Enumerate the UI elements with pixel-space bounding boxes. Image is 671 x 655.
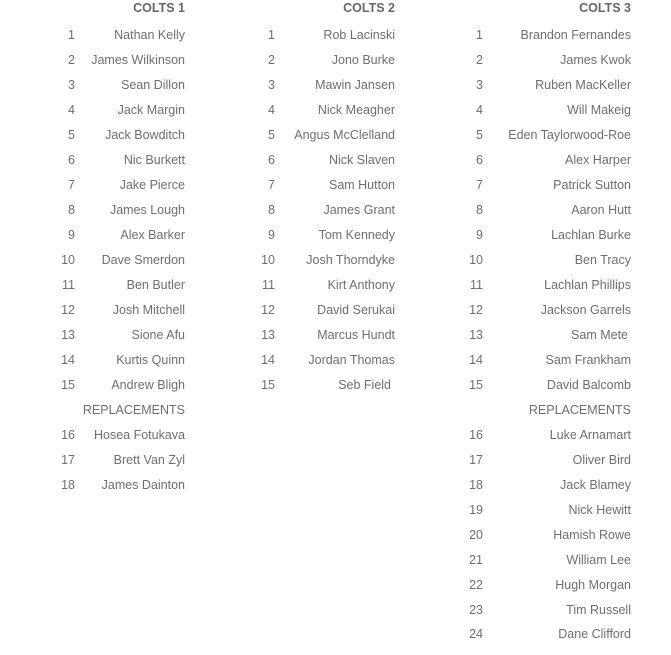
player-name: Sam Frankham [545,353,631,367]
player-name: Jack Blamey [560,478,631,492]
player-number: 10 [469,253,483,267]
player-number: 9 [68,228,75,242]
player-row [463,223,631,248]
player-name: Angus McClelland [294,128,395,142]
player-number: 13 [469,328,483,342]
player-row [255,248,395,273]
player-number: 4 [268,103,275,117]
player-number: 15 [261,378,275,392]
player-number: 11 [470,278,483,292]
player-number: 5 [268,128,275,142]
player-name: Tim Russell [566,603,631,617]
player-number: 6 [268,153,275,167]
player-number: 11 [262,278,275,292]
player-row [55,248,185,273]
player-number: 22 [469,578,483,592]
player-number: 8 [68,203,75,217]
team-title: COLTS 3 [579,1,631,15]
player-name: Nick Meagher [317,103,395,117]
player-number: 19 [469,503,483,517]
player-row [55,173,185,198]
player-name: Tom Kennedy [318,228,395,242]
player-number: 1 [68,28,75,42]
player-row [463,498,631,523]
player-row [255,223,395,248]
player-number: 18 [469,478,483,492]
player-number: 16 [61,428,75,442]
player-number: 2 [268,53,275,67]
player-number: 20 [469,528,483,542]
player-name: Oliver Bird [572,453,631,467]
player-name: Hugh Morgan [555,578,631,592]
player-name: David Serukai [317,303,395,317]
player-number: 10 [61,253,75,267]
player-number: 8 [476,203,483,217]
player-row [55,223,185,248]
player-name: James Lough [109,203,185,217]
player-row [463,123,631,148]
player-row [463,173,631,198]
player-row [255,73,395,98]
team-column-colts-3 [463,0,631,646]
player-name: Ben Butler [126,278,185,292]
player-number: 9 [476,228,483,242]
player-number: 1 [476,28,483,42]
player-row [255,348,395,373]
player-number: 3 [268,78,275,92]
player-number: 9 [268,228,275,242]
player-row [463,148,631,173]
player-name: James Grant [323,203,395,217]
player-number: 2 [476,53,483,67]
player-name: Aaron Hutt [571,203,631,217]
player-name: Josh Thorndyke [306,253,395,267]
player-number: 13 [261,328,275,342]
player-row [55,123,185,148]
player-name: Dane Clifford [558,627,631,641]
player-row [55,473,185,498]
player-row [55,348,185,373]
player-row [463,23,631,48]
player-number: 4 [68,103,75,117]
player-row [463,448,631,473]
player-row [463,198,631,223]
player-name: James Wilkinson [91,53,185,67]
player-number: 1 [268,28,275,42]
player-row [55,198,185,223]
player-number: 4 [476,103,483,117]
player-row [463,523,631,548]
player-name: James Dainton [101,478,185,492]
player-row [463,48,631,73]
player-number: 6 [476,153,483,167]
player-name: Nathan Kelly [114,28,185,42]
player-row [463,373,631,398]
player-name: Sione Afu [131,328,185,342]
player-name: David Balcomb [546,378,631,392]
player-number: 8 [268,203,275,217]
player-name: Nick Hewitt [568,503,631,517]
player-name: Luke Arnamart [549,428,631,442]
player-row [463,323,631,348]
player-row [255,48,395,73]
player-number: 7 [68,178,75,192]
player-name: Seb Field [338,378,391,392]
player-row [55,448,185,473]
player-number: 17 [469,453,483,467]
player-row [463,573,631,598]
player-name: Brett Van Zyl [113,453,185,467]
player-row [463,598,631,623]
player-name: Kurtis Quinn [116,353,185,367]
player-name: Brandon Fernandes [520,28,631,42]
player-row [55,48,185,73]
player-name: William Lee [566,553,631,567]
player-row [255,23,395,48]
player-number: 3 [476,78,483,92]
player-number: 14 [61,353,75,367]
player-name: Sam Hutton [328,178,395,192]
player-name: Nick Slaven [329,153,395,167]
player-row [463,623,631,646]
player-number: 24 [469,627,483,641]
player-name: Lachlan Burke [551,228,631,242]
player-number: 11 [62,278,75,292]
player-number: 10 [261,253,275,267]
player-name: Kirt Anthony [327,278,395,292]
player-row [255,298,395,323]
player-name: Jordan Thomas [308,353,395,367]
player-name: Jake Pierce [119,178,185,192]
player-number: 12 [261,303,275,317]
player-number: 12 [61,303,75,317]
player-name: Andrew Bligh [111,378,185,392]
player-number: 18 [61,478,75,492]
player-number: 6 [68,153,75,167]
player-row [55,298,185,323]
player-row [55,273,185,298]
replacements-heading: REPLACEMENTS [528,403,631,417]
player-number: 2 [68,53,75,67]
player-number: 5 [476,128,483,142]
player-name: Alex Barker [120,228,185,242]
player-name: Lachlan Phillips [544,278,631,292]
player-name: Jack Bowditch [105,128,185,142]
player-row [463,273,631,298]
player-name: Jack Margin [117,103,185,117]
player-row [55,98,185,123]
player-number: 21 [469,553,483,567]
player-name: Sam Mete [571,328,628,342]
player-name: Will Makeig [567,103,631,117]
player-row [463,248,631,273]
team-title: COLTS 2 [343,1,395,15]
player-row [463,423,631,448]
player-row [255,123,395,148]
player-row [463,473,631,498]
player-row [255,273,395,298]
player-row [255,373,395,398]
player-name: Jono Burke [331,53,395,67]
player-row [255,98,395,123]
player-number: 5 [68,128,75,142]
player-row [55,148,185,173]
player-name: Patrick Sutton [553,178,631,192]
player-number: 14 [469,353,483,367]
player-row [55,373,185,398]
player-row [55,73,185,98]
player-row [55,423,185,448]
player-row [255,148,395,173]
player-number: 15 [61,378,75,392]
player-name: Rob Lacinski [323,28,395,42]
team-title: COLTS 1 [133,1,185,15]
player-number: 16 [469,428,483,442]
player-row [463,98,631,123]
player-number: 17 [61,453,75,467]
player-number: 14 [261,353,275,367]
player-name: Eden Taylorwood-Roe [508,128,631,142]
player-row [255,173,395,198]
player-number: 12 [469,303,483,317]
player-row [55,23,185,48]
player-name: Hamish Rowe [553,528,631,542]
player-row [463,298,631,323]
player-name: Sean Dillon [121,78,185,92]
player-name: James Kwok [560,53,631,67]
player-row [463,548,631,573]
player-name: Ruben MacKeller [535,78,631,92]
player-row [463,348,631,373]
player-row [55,323,185,348]
player-number: 3 [68,78,75,92]
player-row [463,73,631,98]
player-name: Mawin Jansen [315,78,395,92]
replacements-heading: REPLACEMENTS [82,403,185,417]
player-row [255,323,395,348]
player-name: Dave Smerdon [101,253,185,267]
player-name: Marcus Hundt [317,328,395,342]
player-name: Jackson Garrels [540,303,631,317]
player-name: Ben Tracy [574,253,631,267]
player-number: 15 [469,378,483,392]
player-number: 7 [268,178,275,192]
team-column-colts-2 [255,0,395,398]
player-name: Josh Mitchell [112,303,185,317]
player-name: Nic Burkett [123,153,185,167]
player-row [255,198,395,223]
player-number: 13 [61,328,75,342]
player-name: Alex Harper [565,153,631,167]
player-name: Hosea Fotukava [93,428,185,442]
player-number: 23 [469,603,483,617]
player-number: 7 [476,178,483,192]
team-column-colts-1 [55,0,185,498]
